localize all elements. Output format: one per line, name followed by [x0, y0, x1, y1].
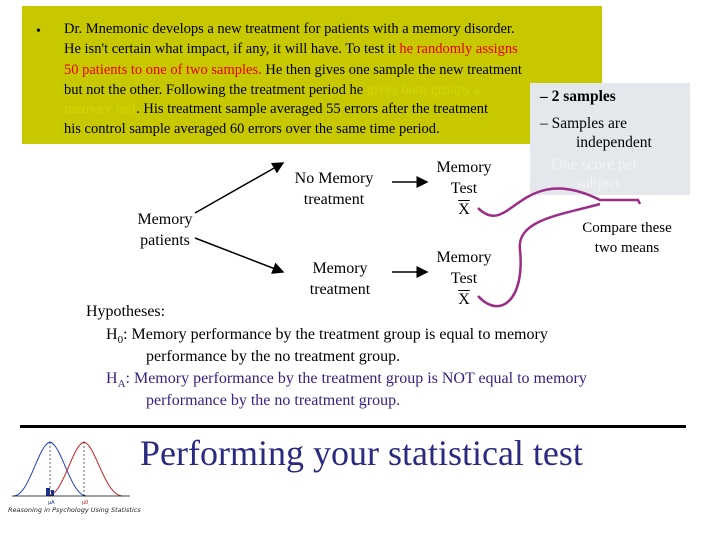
summary-item-one-score-a: – One score per: [540, 156, 638, 173]
null-hypothesis: $H_0$: Memory performance by the treatment group is equal to memory: [106, 326, 548, 347]
scenario-line-3: 50 patients to one of two samples. He then gives one sample the new treatment: [64, 62, 522, 78]
summary-item-one-score-b: subject: [576, 175, 620, 192]
scenario-line-4: but not the other. Following the treatment period he gives both groups a: [64, 82, 481, 98]
compare-arrow: [478, 189, 640, 216]
distribution-logo-icon: [10, 430, 135, 508]
footer-title: Performing your statistical test: [140, 433, 583, 473]
scenario-line-2: He isn't certain what impact, if any, it will have. To test it he randomly assigns: [64, 41, 518, 57]
null-hypothesis-cont: performance by the no treatment group.: [146, 348, 401, 365]
treatment-label: Memory treatment: [309, 260, 371, 298]
arrow-patients-to-no-treatment: [195, 163, 283, 213]
test-label-2: Memory Test $\overline{X}$: [436, 249, 492, 308]
hypotheses-heading: Hypotheses:: [86, 303, 166, 320]
bullet: •: [36, 24, 41, 39]
no-treatment-label: No Memory treatment: [294, 170, 374, 208]
book-caption: Reasoning in Psychology Using Statistics: [8, 506, 141, 514]
alternative-hypothesis: $H_A$: Memory performance by the treatment group is NOT equal to memory: [106, 370, 587, 391]
mu-a-label: μA: [48, 500, 55, 506]
scenario-line-1: Dr. Mnemonic develops a new treatment for patients with a memory disorder.: [64, 21, 515, 37]
test-label-1: Memory Test $\overline{X}$: [436, 159, 492, 218]
mu-0-label: μ0: [82, 500, 89, 506]
footer-divider: [20, 425, 686, 428]
compare-means-label: Compare these two means: [582, 220, 672, 256]
summary-item-independent-b: independent: [576, 134, 652, 151]
summary-item-independent-a: – Samples are: [540, 115, 627, 132]
alternative-hypothesis-cont: performance by the no treatment group.: [146, 392, 401, 409]
summary-item-samples: – 2 samples: [540, 88, 616, 105]
scenario-line-6: his control sample averaged 60 errors over the same time period.: [64, 121, 440, 137]
scenario-line-5: memory test. His treatment sample averaged 55 errors after the treatment: [64, 101, 488, 117]
patients-label: Memory patients: [137, 211, 193, 249]
